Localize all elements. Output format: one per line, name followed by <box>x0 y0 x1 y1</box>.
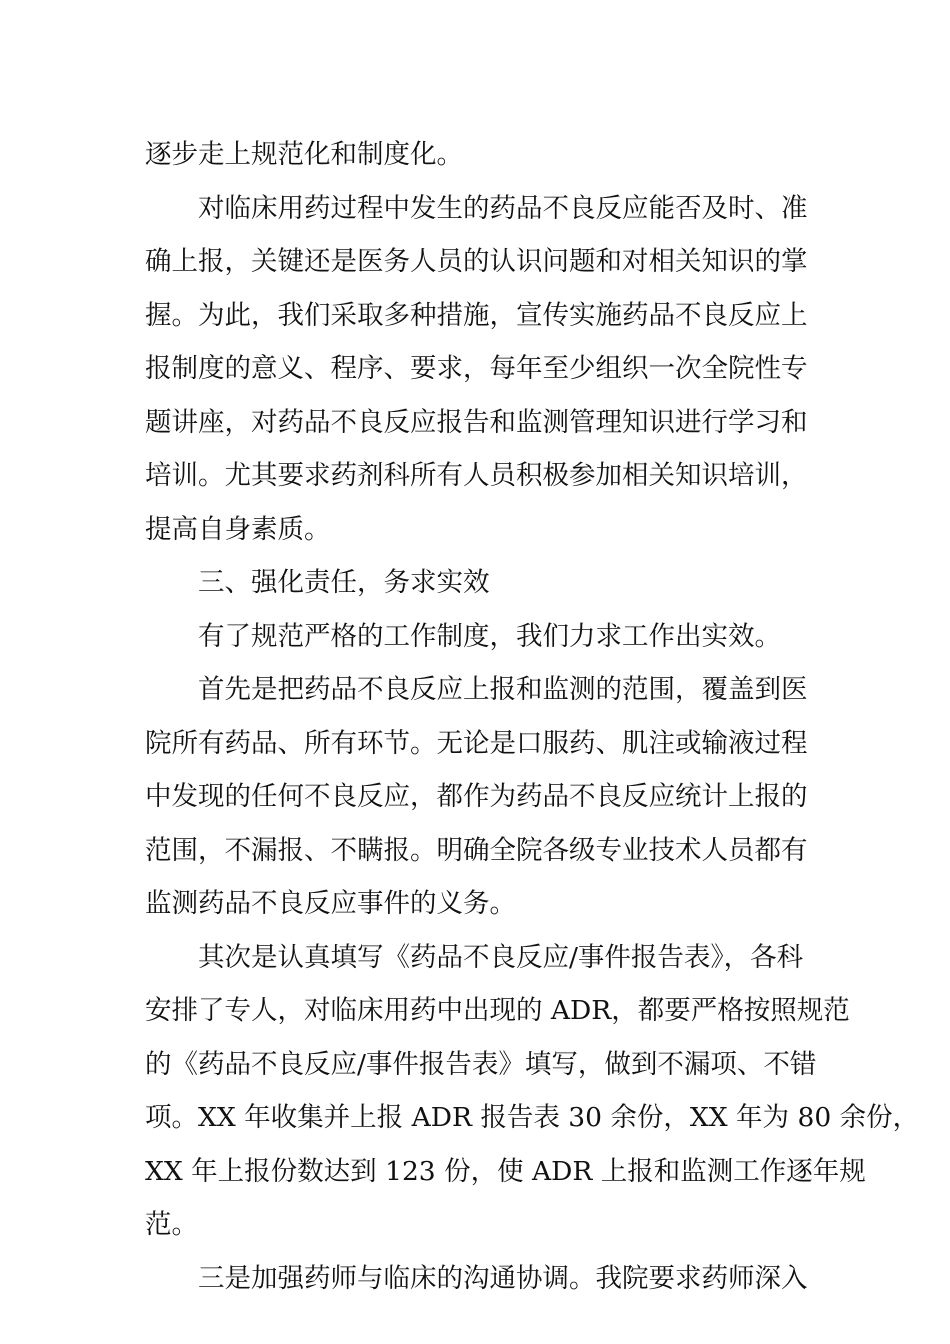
text-line: 项。XX 年收集并上报 ADR 报告表 30 余份，XX 年为 80 余份， <box>145 1102 920 1133</box>
paragraph-start-line: 对临床用药过程中发生的药品不良反应能否及时、准 <box>198 192 808 224</box>
paragraph-start-line: 三是加强药师与临床的沟通协调。我院要求药师深入 <box>198 1262 808 1294</box>
text-line: 提高自身素质。 <box>145 513 331 545</box>
text-line: 报制度的意义、程序、要求，每年至少组织一次全院性专 <box>145 353 808 384</box>
paragraph-start-line: 首先是把药品不良反应上报和监测的范围，覆盖到医 <box>198 674 808 705</box>
document-body <box>145 128 920 1305</box>
text-line: 安排了专人，对临床用药中出现的 ADR，都要严格按照规范 <box>145 995 850 1026</box>
text-line: 监测药品不良反应事件的义务。 <box>145 888 516 919</box>
text-line: 院所有药品、所有环节。无论是口服药、肌注或输液过程 <box>145 727 808 759</box>
text-line: 范围，不漏报、不瞒报。明确全院各级专业技术人员都有 <box>145 834 808 866</box>
text-line: 逐步走上规范化和制度化。 <box>145 139 463 170</box>
text-line: 题讲座，对药品不良反应报告和监测管理知识进行学习和 <box>145 406 808 438</box>
text-line: 范。 <box>145 1209 198 1240</box>
text-line: 确上报，关键还是医务人员的认识问题和对相关知识的掌 <box>145 246 808 277</box>
text-line: 的《药品不良反应/事件报告表》填写，做到不漏项、不错 <box>145 1048 817 1080</box>
paragraph-start-line: 其次是认真填写《药品不良反应/事件报告表》，各科 <box>198 941 804 973</box>
text-line: 培训。尤其要求药剂科所有人员积极参加相关知识培训， <box>145 460 808 491</box>
text-line: XX 年上报份数达到 123 份，使 ADR 上报和监测工作逐年规 <box>145 1155 866 1187</box>
paragraph-start-line: 有了规范严格的工作制度，我们力求工作出实效。 <box>198 620 781 652</box>
section-heading: 三、强化责任，务求实效 <box>198 567 490 598</box>
text-line: 中发现的任何不良反应，都作为药品不良反应统计上报的 <box>145 781 808 812</box>
text-line: 握。为此，我们采取多种措施，宣传实施药品不良反应上 <box>145 299 808 331</box>
